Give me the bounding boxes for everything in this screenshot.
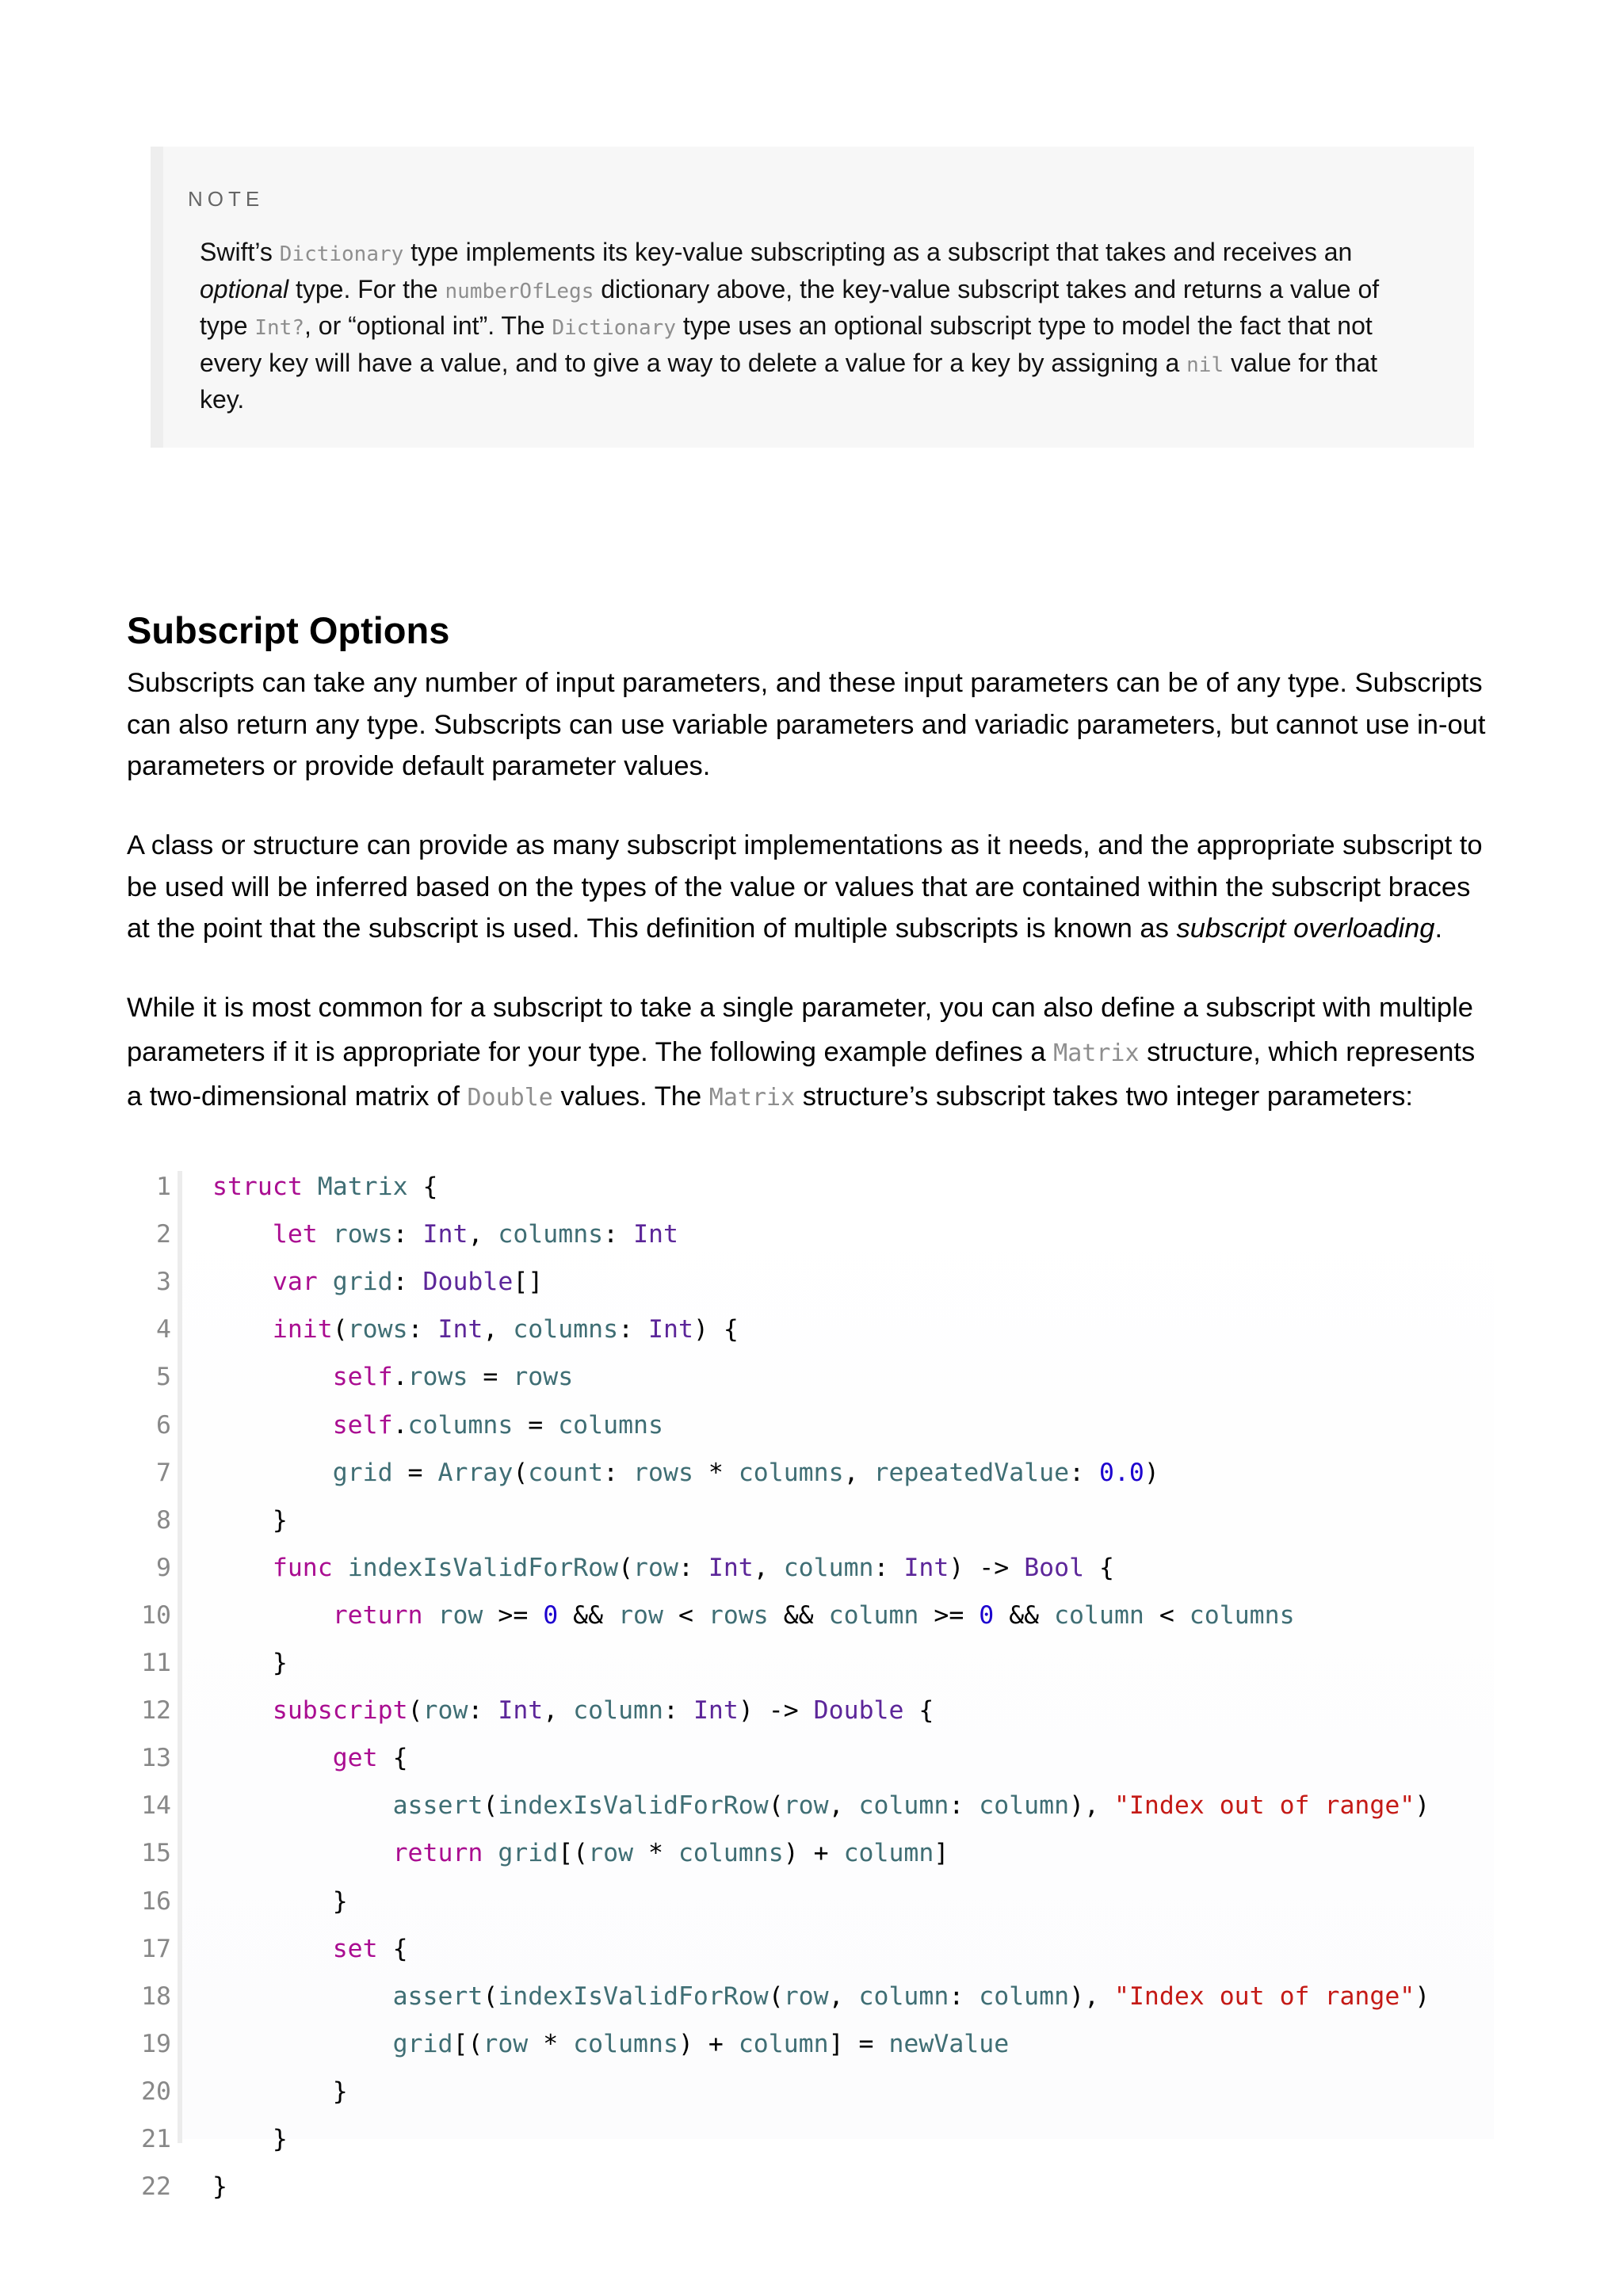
text-run: Swift’s [200,238,280,266]
code-token: column [783,1553,874,1582]
code-token: column [843,1839,934,1868]
code-token: assert [392,1791,483,1821]
code-token: columns [573,2029,678,2058]
code-token: row [633,1553,678,1582]
code-token: } [332,2077,348,2106]
text-run: type uses an optional subscript type to model the fact that not every key will have a value, and to give a way to delete a value for a key by assigning a [200,311,1373,377]
code-token: } [272,1505,288,1535]
code-token: = [468,1363,514,1392]
code-token [212,1268,273,1296]
code-token: , [843,1458,874,1487]
code-token: ), [1069,1981,1114,2011]
code-token: Int [903,1553,949,1582]
code-text [212,2022,1009,2066]
code-token: 0.0 [1099,1458,1144,1487]
line-number: 5 [156,1363,171,1392]
code-token: { [1084,1553,1114,1582]
code-token: column [858,1791,949,1821]
code-token: column [858,1981,949,2011]
code-token: Array [437,1458,514,1487]
code-token: column [1054,1600,1144,1630]
code-token [212,1649,273,1677]
code-token: : [678,1553,708,1582]
line-number: 22 [141,2172,171,2202]
emphasis-text: optional [200,274,289,303]
code-token: row [437,1600,483,1630]
line-number: 6 [156,1410,171,1440]
code-token: ) [1415,1791,1430,1821]
line-number: 14 [141,1791,171,1821]
code-text [212,2069,348,2114]
code-text [212,1593,1295,1638]
code-token [212,1696,273,1725]
code-token: func [272,1553,333,1582]
code-token: ) + [783,1839,844,1868]
code-token: && [558,1600,619,1630]
line-number: 8 [156,1505,171,1535]
code-token: ( [768,1791,784,1821]
inline-code: Int? [254,316,304,340]
line-number: 9 [156,1553,171,1582]
code-token [212,1935,333,1963]
code-token [212,1982,393,2011]
code-token [212,1839,393,1867]
line-number: 3 [156,1268,171,1297]
code-token: 0 [543,1600,559,1630]
note-label: NOTE [188,187,265,211]
inline-code: nil [1186,353,1224,377]
code-token: subscript [272,1696,408,1726]
code-token: } [272,1649,288,1677]
code-token [212,2030,393,2058]
code-token: : [618,1315,649,1344]
code-token [212,2077,333,2106]
code-token: ) + [678,2029,739,2058]
code-token: ( [332,1315,348,1344]
code-token: : [392,1268,423,1297]
line-number: 4 [156,1315,171,1344]
inline-code: numberOfLegs [445,279,594,303]
code-text [212,1307,739,1352]
text-run: value for that key. [200,348,1378,414]
code-token: Bool [1024,1553,1085,1582]
code-token: indexIsValidForRow [498,1791,769,1821]
code-token: Double [422,1268,514,1297]
code-token [212,1887,333,1916]
code-token: "Index out of range" [1113,1981,1415,2011]
code-token: ( [513,1458,529,1487]
code-text [212,1736,408,1780]
code-token: self [332,1363,393,1392]
code-token: Double [813,1696,904,1726]
code-text [212,1879,348,1924]
code-token: Int [648,1315,693,1344]
code-token: . [392,1363,408,1392]
text-run: Subscripts can take any number of input parameters, and these input parameters can be of any type. Subscripts can also return any type. Subscripts can use variable parameters and variadic parameters, but cannot use in-out parameters or provide default parameter values. [127,668,1486,781]
code-token [212,1315,273,1344]
line-number: 19 [141,2029,171,2058]
code-token: columns [678,1839,784,1868]
code-token: } [272,2125,288,2153]
inline-code: Dictionary [552,316,676,340]
code-token: struct [212,1173,303,1201]
code-token: row [483,2029,529,2058]
code-token: : [873,1553,904,1582]
code-token: ( [768,1981,784,2011]
code-token: column [828,1600,919,1630]
code-token: columns [1189,1600,1295,1630]
code-token: : [392,1220,423,1249]
code-token: ) -> [949,1553,1025,1582]
code-token [212,1363,333,1391]
line-number: 18 [141,1981,171,2011]
code-token: column [979,1791,1070,1821]
line-number: 1 [156,1173,171,1201]
code-token: columns [738,1458,844,1487]
code-token: Int [693,1696,739,1726]
code-text [212,1783,1430,1828]
code-token: repeatedValue [873,1458,1070,1487]
code-token: grid [332,1458,393,1487]
line-number: 16 [141,1886,171,1916]
code-token: = [513,1410,559,1440]
code-token: Int [708,1553,754,1582]
emphasis-text: subscript overloading [1176,913,1435,944]
text-run: , or “optional int”. The [304,311,552,340]
code-token [212,1411,333,1440]
code-token: { [903,1696,934,1726]
code-text [212,1403,663,1447]
code-token: , [828,1791,859,1821]
code-token [212,1459,333,1487]
line-number: 13 [141,1744,171,1773]
text-run: A class or structure can provide as many subscript implementations as it needs, and the appropriate subscript to be used will be inferred based on the types of the value or values that are contained within the subscript braces at the point that the subscript is used. This definition of multiple subscripts is known as [127,830,1483,944]
text-run: values. The [552,1081,709,1112]
code-token: : [663,1696,693,1726]
code-token: ( [483,1981,498,2011]
code-token: let [272,1220,318,1249]
text-run: . [1434,913,1443,944]
code-token: : [949,1981,980,2011]
code-text [212,1451,1159,1495]
code-token: set [332,1934,378,1963]
code-text [212,2164,227,2209]
line-number: 7 [156,1458,171,1487]
code-token: { [407,1173,438,1201]
code-token: : [949,1791,980,1821]
code-token: columns [407,1410,514,1440]
inline-code: Double [467,1084,553,1112]
code-token: indexIsValidForRow [347,1553,619,1582]
code-token: column [738,2029,829,2058]
code-token: columns [558,1410,663,1440]
code-token: grid [332,1268,393,1297]
code-token [318,1268,333,1296]
code-token: ) [1144,1458,1159,1487]
code-token: { [377,1744,408,1773]
code-token: return [392,1839,483,1868]
line-number: 10 [141,1600,171,1630]
section-heading: Subscript Options [127,609,450,651]
code-gutter-divider [178,1171,182,2143]
line-number: 21 [141,2125,171,2153]
code-token: [] [513,1268,544,1297]
code-token [333,1554,348,1582]
code-text [212,2117,288,2161]
code-text [212,1165,438,1209]
code-token: && [994,1600,1055,1630]
code-token: [( [453,2029,483,2058]
inline-code: Matrix [1053,1039,1140,1067]
code-token: >= [483,1600,544,1630]
code-token: ( [407,1696,423,1726]
code-token: , [483,1315,514,1344]
code-token: "Index out of range" [1113,1791,1415,1821]
code-token: rows [513,1363,574,1392]
text-run: type. For the [288,274,445,303]
paragraph [127,662,1490,788]
code-token: ) -> [738,1696,814,1726]
text-run: structure’s subscript takes two integer parameters: [795,1081,1413,1112]
code-token: rows [633,1458,693,1487]
code-text [212,1498,288,1543]
code-token [212,1554,273,1582]
code-token: grid [392,2029,453,2058]
line-number: 20 [141,2077,171,2106]
note-text [200,235,1412,418]
code-token: ] [934,1839,949,1868]
code-token [483,1839,498,1867]
code-token: columns [498,1220,604,1249]
code-token: get [332,1744,378,1773]
code-token: rows [407,1363,468,1392]
code-token: row [783,1791,829,1821]
code-token: newValue [888,2029,1010,2058]
code-token: [( [558,1839,589,1868]
inline-code: Dictionary [279,242,404,266]
code-token: , [828,1981,859,2011]
code-token [212,1601,333,1630]
code-text [212,1546,1114,1590]
code-token [423,1601,438,1630]
text-run: type implements its key-value subscripting as a subscript that takes and receives an [403,238,1353,266]
code-token: < [1144,1600,1190,1630]
code-token: column [979,1981,1070,2011]
code-token: rows [708,1600,769,1630]
text-run: dictionary above, the key-value subscript takes and returns a value of type [200,274,1380,340]
code-token: assert [392,1981,483,2011]
code-token: , [468,1220,498,1249]
code-token: self [332,1410,393,1440]
code-token: { [377,1934,408,1963]
text-run: structure, which represents a two-dimensional matrix of [127,1036,1476,1112]
code-token [212,1506,273,1535]
code-token: return [332,1600,423,1630]
code-token: 0 [979,1600,995,1630]
code-token: < [663,1600,708,1630]
code-token: ) [1415,1981,1430,2011]
code-token: column [573,1696,663,1726]
code-token: row [783,1981,829,2011]
code-token: * [528,2029,574,2058]
code-token: ] = [828,2029,889,2058]
code-token: indexIsValidForRow [498,1981,769,2011]
line-number: 2 [156,1220,171,1249]
note-body [200,235,1412,418]
code-token: = [392,1458,438,1487]
code-text [212,1355,573,1399]
code-token: Int [437,1315,483,1344]
code-token [212,1791,393,1820]
line-number: 17 [141,1934,171,1963]
inline-code: Matrix [708,1084,796,1112]
code-token: Matrix [317,1173,408,1201]
code-token: : [603,1220,634,1249]
code-token: : [468,1696,498,1726]
code-token [212,2125,273,2153]
code-token: * [693,1458,739,1487]
code-token [303,1173,318,1201]
line-number: 11 [141,1649,171,1677]
paragraph [127,825,1490,950]
code-token: row [618,1600,663,1630]
code-token: . [392,1410,408,1440]
code-token: Int [422,1220,468,1249]
code-token: , [543,1696,574,1726]
code-token: && [768,1600,829,1630]
line-number: 15 [141,1839,171,1868]
code-token: grid [498,1839,559,1868]
code-token: Int [498,1696,544,1726]
code-text [212,1212,678,1257]
code-token: ) { [693,1315,739,1344]
code-token [212,1220,273,1249]
code-text [212,1831,949,1875]
code-token [212,1744,333,1772]
code-token: row [588,1839,634,1868]
code-token: : [603,1458,634,1487]
code-token: rows [332,1220,393,1249]
code-token: ( [618,1553,634,1582]
code-text [212,1641,288,1685]
code-text [212,1260,543,1304]
code-token: ( [483,1791,498,1821]
code-text [212,1688,934,1733]
code-token [318,1220,333,1249]
code-token: } [332,1886,348,1916]
text-run: While it is most common for a subscript to take a single parameter, you can also define a subscript with multiple parameters if it is appropriate for your type. The following example defines a [127,993,1473,1067]
code-token: row [422,1696,468,1726]
code-text [212,1974,1430,2019]
code-token: >= [918,1600,980,1630]
code-token: : [1069,1458,1099,1487]
code-token: rows [347,1315,408,1344]
code-token: count [528,1458,604,1487]
code-token: } [212,2172,227,2202]
code-token: , [753,1553,784,1582]
line-number: 12 [141,1696,171,1726]
code-token: columns [513,1315,619,1344]
paragraph [127,986,1490,1120]
code-token: var [272,1268,318,1297]
code-text [212,1927,408,1971]
code-token: Int [633,1220,678,1249]
code-token: ), [1069,1791,1114,1821]
code-token: : [407,1315,438,1344]
code-token: init [272,1315,333,1344]
code-token: * [633,1839,678,1868]
